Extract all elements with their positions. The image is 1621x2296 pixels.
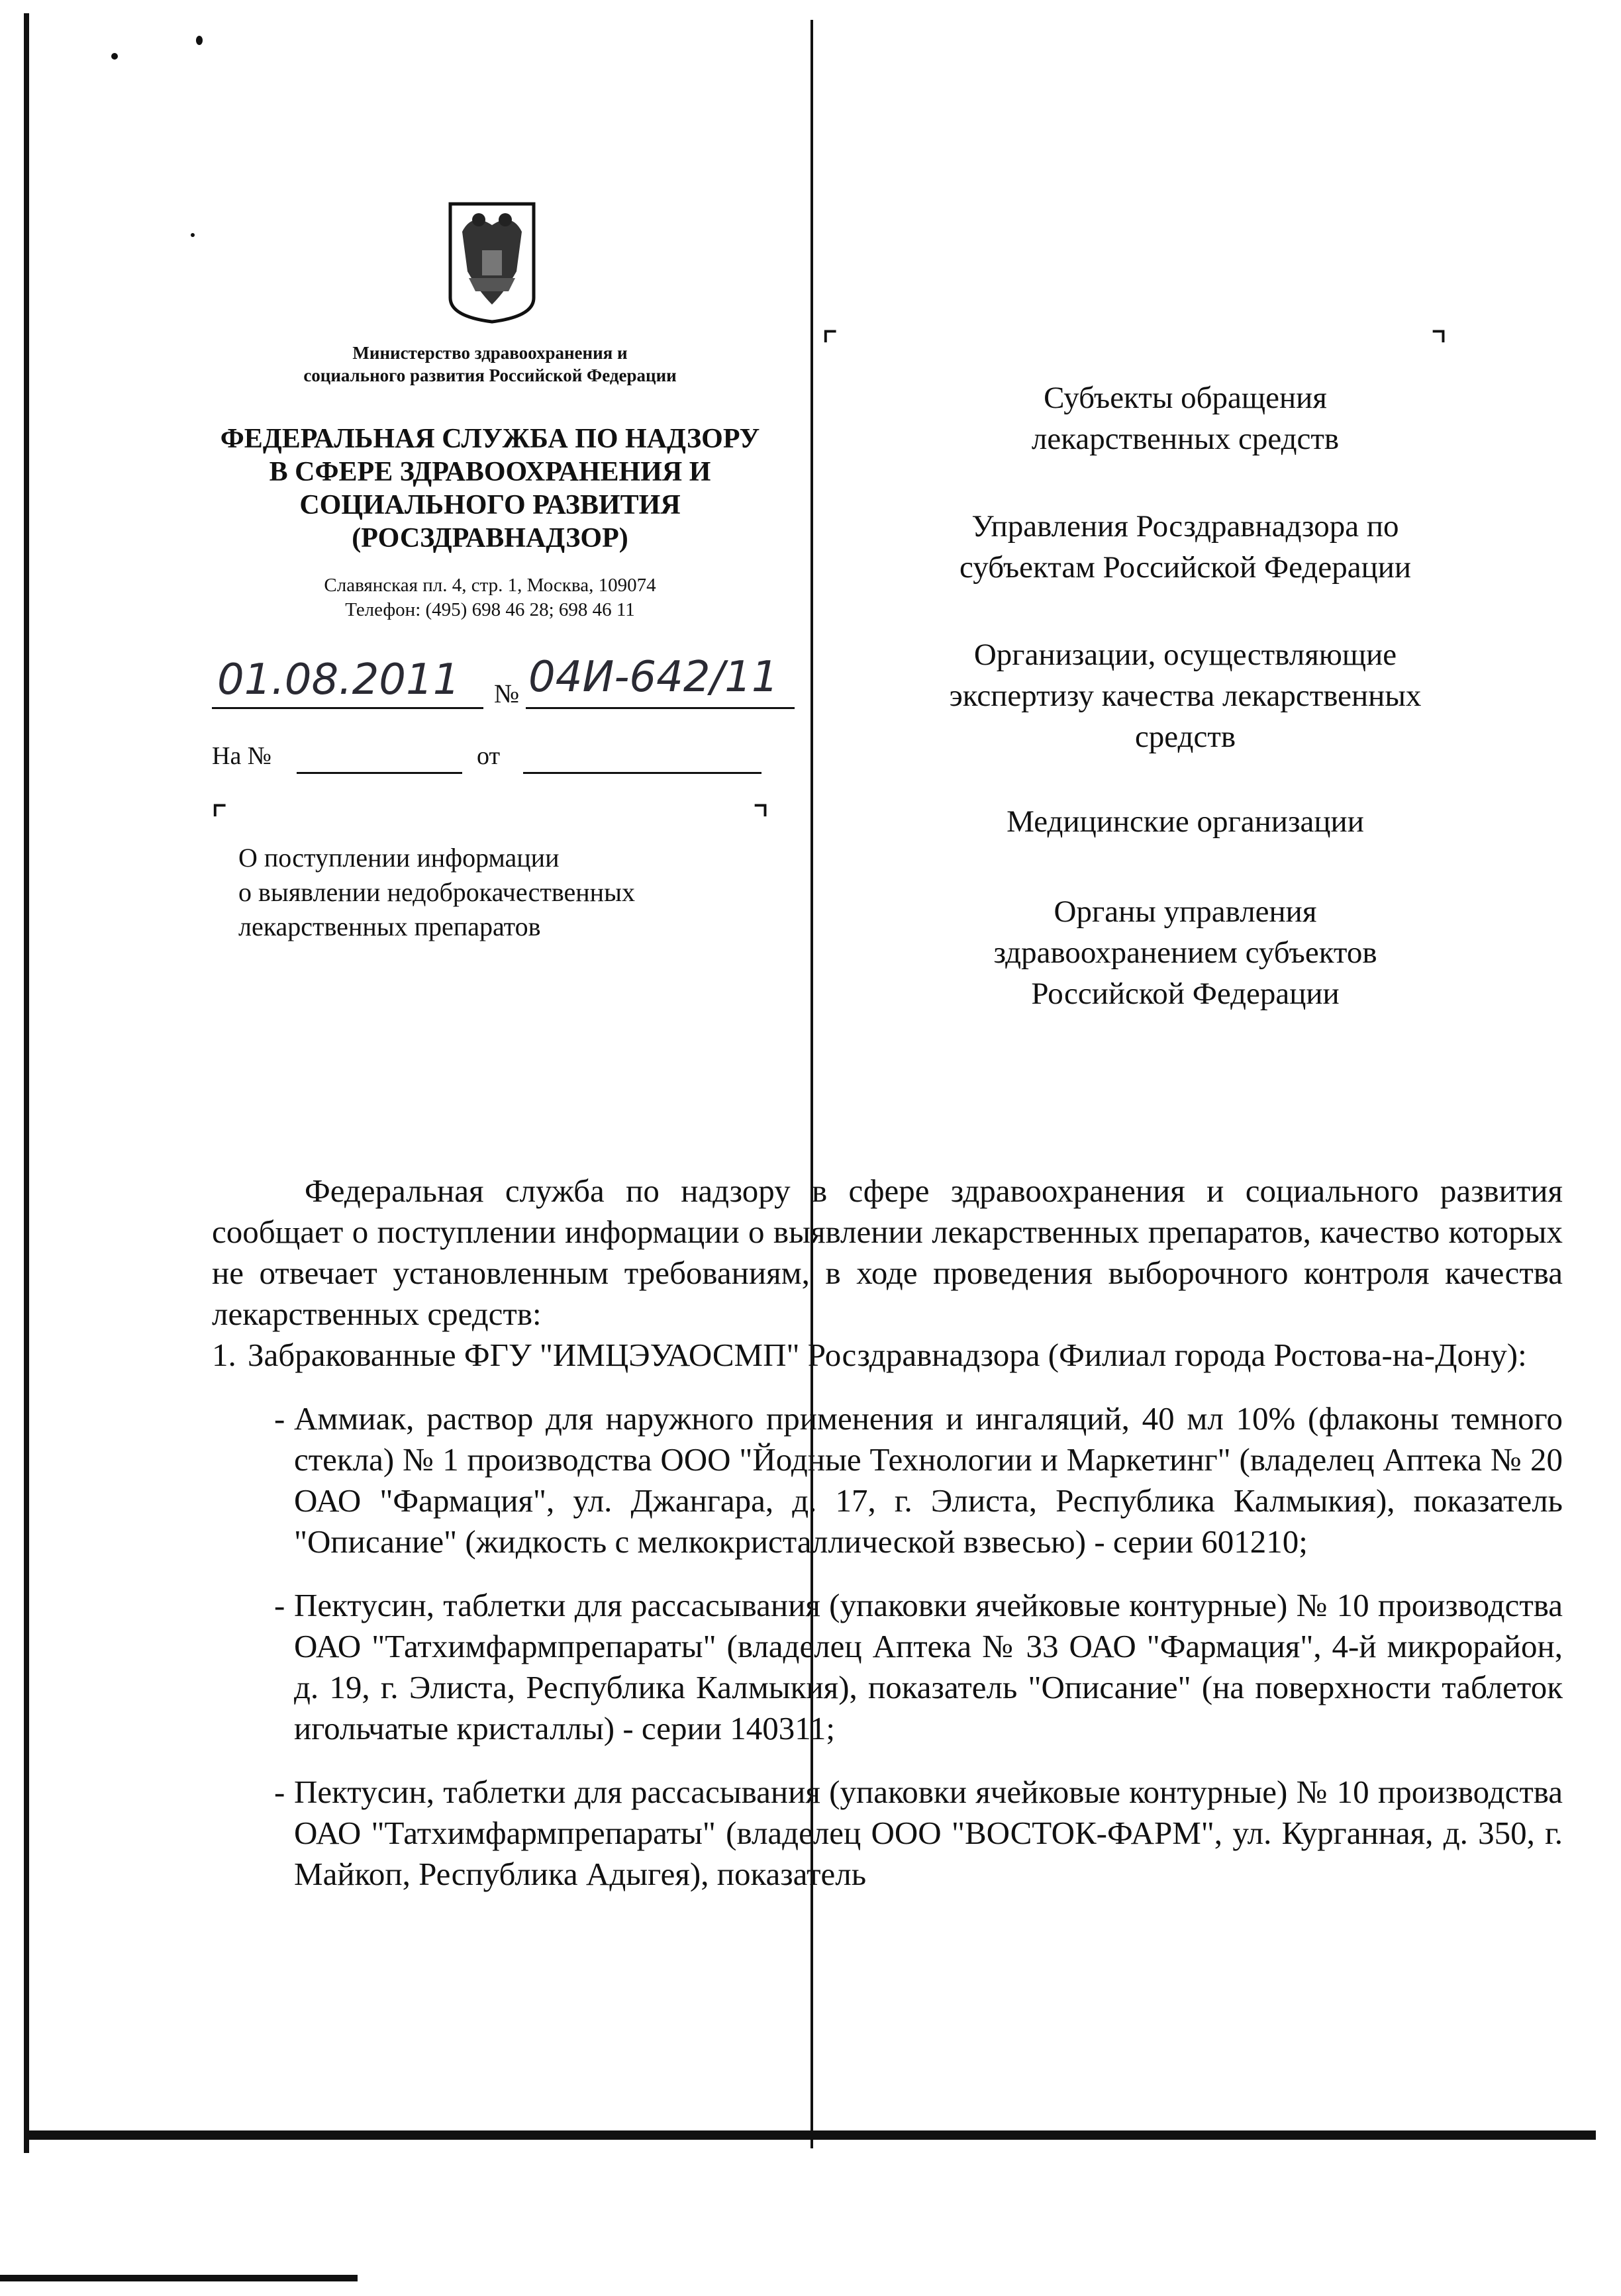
registration-number: 04И-642/11 <box>528 653 779 702</box>
reference-line <box>212 741 795 781</box>
addressee <box>854 506 1516 588</box>
list-item-text: Забракованные ФГУ "ИМЦЭУАОСМП" Росздравнадзора (Филиал города Ростова-на-Дону): <box>248 1337 1527 1373</box>
subject-line: о выявлении недоброкачественных <box>238 877 635 907</box>
bullet-text: Пектусин, таблетки для рассасывания (упаковки ячейковые контурные) № 10 производства ОАО "Татхимфармпрепараты" (владелец ООО "ВОСТОК-ФАРМ", ул. Курганная, д. 350, г. Майкоп, Республика Адыгея), показатель <box>294 1774 1563 1892</box>
addressee-line: Субъекты обращения <box>1044 381 1327 415</box>
address-line: Славянская пл. 4, стр. 1, Москва, 109074 <box>324 575 656 596</box>
subject-line: О поступлении информации <box>238 843 560 873</box>
bullet-list <box>212 1398 1563 1895</box>
bullet-dash: - <box>274 1587 285 1623</box>
addressee <box>854 377 1516 459</box>
scan-speck <box>196 36 203 45</box>
addressee-line: Российской Федерации <box>1031 977 1340 1011</box>
ref-number-blank <box>297 772 462 774</box>
list-item <box>212 1335 1563 1376</box>
scan-speck <box>111 53 118 60</box>
bullet-dash: - <box>274 1774 285 1810</box>
agency-name <box>192 422 788 555</box>
letter-body <box>212 1171 1563 1917</box>
agency-line: ФЕДЕРАЛЬНАЯ СЛУЖБА ПО НАДЗОРУ <box>220 424 760 454</box>
coat-of-arms-icon <box>442 199 542 324</box>
scan-border-bottom <box>24 2130 1596 2140</box>
ref-number-label: На № <box>212 742 272 770</box>
agency-line: СОЦИАЛЬНОГО РАЗВИТИЯ <box>299 490 681 520</box>
number-underline <box>526 707 795 709</box>
addressee-line: лекарственных средств <box>1031 422 1340 456</box>
addressee-line: Управления Росздравнадзора по <box>971 509 1399 544</box>
bracket-top-right: ⌝ <box>752 798 770 841</box>
addressee-line: Организации, осуществляющие <box>973 638 1397 672</box>
registration-date: 01.08.2011 <box>217 655 460 704</box>
bullet-item <box>274 1585 1563 1749</box>
agency-line: (РОСЗДРАВНАДЗОР) <box>352 523 628 553</box>
scan-speck <box>191 233 195 237</box>
addressee-line: экспертизу качества лекарственных <box>949 679 1422 713</box>
date-underline <box>212 707 483 709</box>
bracket-top-right: ⌝ <box>1430 324 1448 367</box>
addressee <box>854 801 1516 842</box>
intro-paragraph: Федеральная служба по надзору в сфере здравоохранения и социального развития сообщает о поступлении информации о выявлении лекарственных препаратов, качество которых не отвечает установленным требованиям, в ходе проведения выборочного контроля качества лекарственных средств: <box>212 1172 1563 1332</box>
addressee-line: средств <box>1134 720 1236 754</box>
phone-line: Телефон: (495) 698 46 28; 698 46 11 <box>345 599 635 620</box>
number-label: № <box>494 679 520 708</box>
addressee-line: здравоохранением субъектов <box>993 935 1377 970</box>
ref-from-label: от <box>477 742 501 770</box>
scan-border-left <box>24 13 29 2153</box>
agency-address <box>219 573 761 622</box>
letter-subject <box>238 841 781 944</box>
bullet-item <box>274 1398 1563 1562</box>
ref-date-blank <box>523 772 761 774</box>
scan-border-bottom-short <box>0 2275 358 2281</box>
addressee-line: Медицинские организации <box>1007 804 1364 839</box>
ministry-name <box>238 342 742 387</box>
bullet-dash: - <box>274 1400 285 1437</box>
addressee <box>854 634 1516 757</box>
bullet-text: Пектусин, таблетки для рассасывания (упаковки ячейковые контурные) № 10 производства ОАО "Татхимфармпрепараты" (владелец Аптека № 33 ОАО "Фармация", 4-й микрорайон, д. 19, г. Элиста, Республика Калмыкия), показатель "Описание" (на поверхности таблеток игольчатые кристаллы) - серии 140311; <box>294 1587 1563 1746</box>
ministry-line: Министерство здравоохранения и <box>352 343 628 363</box>
addressee-line: Органы управления <box>1054 894 1317 929</box>
bracket-top-left: ⌜ <box>211 798 228 841</box>
bullet-text: Аммиак, раствор для наружного применения и ингаляций, 40 мл 10% (флаконы темного стекла) № 1 производства ООО "Йодные Технологии и Маркетинг" (владелец Аптека № 20 ОАО "Фармация", ул. Джангара, д. 17, г. Элиста, Республика Калмыкия), показатель "Описание" (жидкость с мелкокристаллической взвесью) - серии 601210; <box>294 1400 1563 1560</box>
registration-line <box>212 655 795 715</box>
ministry-line: социального развития Российской Федерации <box>303 365 677 385</box>
addressee <box>854 891 1516 1014</box>
addressee-line: субъектам Российской Федерации <box>959 550 1412 585</box>
list-item-number: 1. <box>212 1337 236 1373</box>
bracket-top-left: ⌜ <box>821 324 839 367</box>
agency-line: В СФЕРЕ ЗДРАВООХРАНЕНИЯ И <box>269 457 711 487</box>
bullet-item <box>274 1772 1563 1895</box>
subject-line: лекарственных препаратов <box>238 912 541 941</box>
